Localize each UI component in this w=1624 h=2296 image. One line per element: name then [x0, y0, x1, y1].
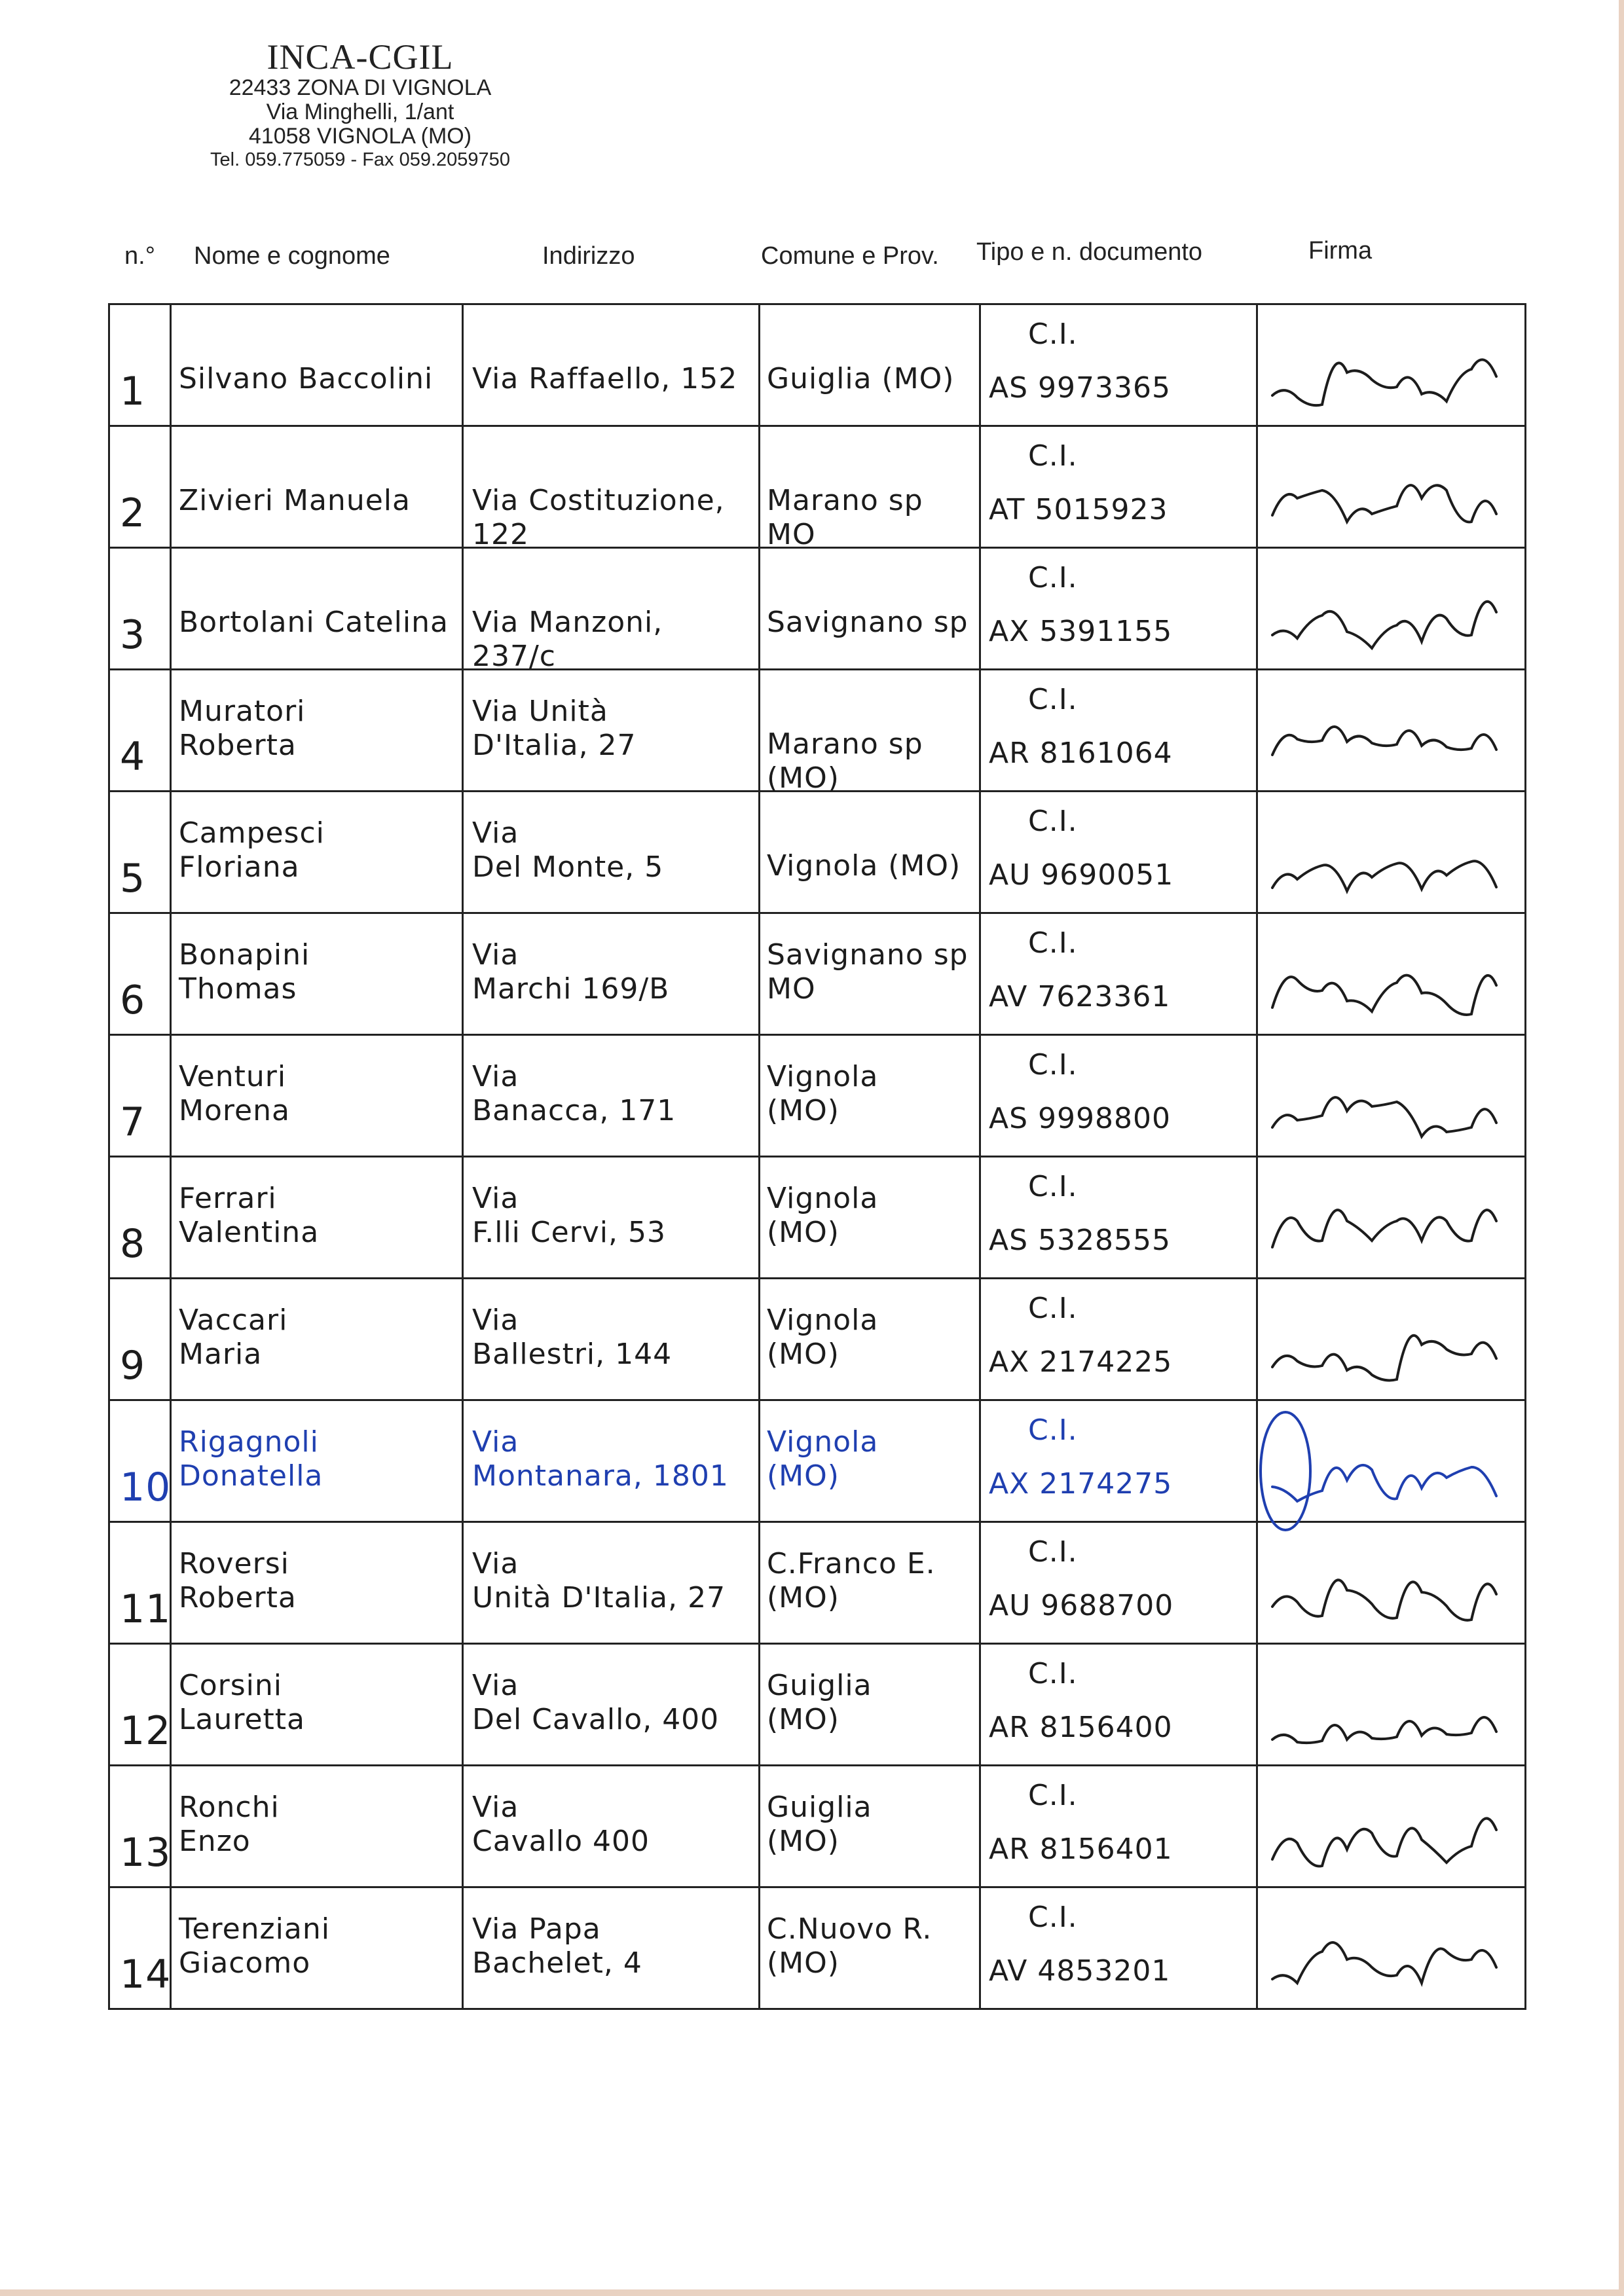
town-province: Vignola (MO) — [767, 1060, 879, 1127]
person-name: Rigagnoli Donatella — [179, 1425, 323, 1493]
row-number: 12 — [120, 1708, 172, 1754]
stamp-city: 41058 VIGNOLA (MO) — [248, 124, 472, 149]
handwritten-signature — [1259, 1682, 1521, 1760]
person-name: Roversi Roberta — [179, 1547, 297, 1614]
address: Via Unità D'Italia, 27 — [472, 1547, 726, 1614]
document-number: AX 2174275 — [989, 1467, 1173, 1501]
document-number: AU 9690051 — [989, 858, 1174, 892]
row-number: 6 — [120, 977, 146, 1023]
row-number: 3 — [120, 612, 146, 658]
table-row — [108, 425, 1526, 551]
handwritten-signature — [1259, 1317, 1521, 1395]
town-province: Vignola (MO) — [767, 849, 961, 883]
person-name: Zivieri Manuela — [179, 484, 411, 517]
person-name: Silvano Baccolini — [179, 362, 434, 395]
document-type: C.I. — [1028, 805, 1078, 838]
handwritten-signature — [1259, 1195, 1521, 1273]
document-type: C.I. — [1028, 1657, 1078, 1690]
table-row — [108, 303, 1526, 425]
document-number: AS 9973365 — [989, 371, 1171, 405]
document-type: C.I. — [1028, 1292, 1078, 1325]
row-number: 2 — [120, 490, 146, 536]
document-number: AX 5391155 — [989, 615, 1173, 648]
town-province: C.Nuovo R. (MO) — [767, 1912, 932, 1980]
handwritten-signature — [1259, 829, 1521, 908]
table-row — [108, 1156, 1526, 1277]
column-headers — [0, 237, 1624, 275]
person-name: Corsini Lauretta — [179, 1669, 306, 1736]
town-province: Savignano sp — [767, 606, 969, 639]
row-number: 8 — [120, 1221, 146, 1267]
document-number: AV 4853201 — [989, 1954, 1171, 1988]
row-number: 10 — [120, 1465, 172, 1510]
organization-stamp — [177, 38, 544, 171]
handwritten-signature — [1259, 951, 1521, 1030]
address: Via Banacca, 171 — [472, 1060, 676, 1127]
town-province: Vignola (MO) — [767, 1303, 879, 1371]
document-number: AS 5328555 — [989, 1224, 1171, 1257]
person-name: Ronchi Enzo — [179, 1791, 280, 1858]
document-type: C.I. — [1028, 1048, 1078, 1082]
town-province: Savignano sp MO — [767, 938, 969, 1006]
row-number: 11 — [120, 1586, 172, 1632]
person-name: Bortolani Catelina — [179, 606, 449, 639]
person-name: Muratori Roberta — [179, 695, 306, 762]
document-type: C.I. — [1028, 1170, 1078, 1203]
table-row — [108, 1034, 1526, 1156]
handwritten-signature — [1259, 1073, 1521, 1152]
person-name: Ferrari Valentina — [179, 1182, 320, 1249]
table-row — [108, 668, 1526, 795]
handwritten-signature — [1259, 1804, 1521, 1882]
table-row — [108, 1643, 1526, 1764]
address: Via Cavallo 400 — [472, 1791, 650, 1858]
town-province: Guiglia (MO) — [767, 362, 955, 395]
document-type: C.I. — [1028, 926, 1078, 960]
document-number: AT 5015923 — [989, 493, 1168, 526]
row-number: 1 — [120, 369, 146, 414]
header-name: Nome e cognome — [194, 242, 390, 270]
table-row — [108, 1277, 1526, 1399]
document-type: C.I. — [1028, 1901, 1078, 1934]
town-province: Marano sp MO — [767, 484, 923, 551]
table-row — [108, 1521, 1526, 1643]
stamp-contacts: Tel. 059.775059 - Fax 059.2059750 — [210, 149, 510, 170]
handwritten-signature — [1259, 1925, 1521, 2004]
table-row — [108, 790, 1526, 912]
row-number: 9 — [120, 1343, 146, 1389]
town-province: Guiglia (MO) — [767, 1669, 872, 1736]
header-town: Comune e Prov. — [761, 242, 939, 270]
address: Via Marchi 169/B — [472, 938, 670, 1006]
address: Via Costituzione, 122 — [472, 484, 725, 551]
address: Via Del Monte, 5 — [472, 816, 664, 884]
address: Via Papa Bachelet, 4 — [472, 1912, 642, 1980]
document-number: AX 2174225 — [989, 1345, 1173, 1379]
table-row — [108, 912, 1526, 1034]
header-address: Indirizzo — [542, 242, 635, 270]
table-row-divider — [108, 2008, 1526, 2010]
town-province: Vignola (MO) — [767, 1425, 879, 1493]
town-province: C.Franco E. (MO) — [767, 1547, 936, 1614]
page-edge — [0, 2289, 1624, 2296]
document-type: C.I. — [1028, 318, 1078, 351]
document-type: C.I. — [1028, 1779, 1078, 1812]
handwritten-signature — [1259, 342, 1521, 421]
table-row — [108, 547, 1526, 673]
address: Via F.lli Cervi, 53 — [472, 1182, 666, 1249]
handwritten-signature — [1259, 464, 1521, 543]
stamp-zone: 22433 ZONA DI VIGNOLA — [229, 75, 492, 100]
document-number: AU 9688700 — [989, 1589, 1174, 1622]
town-province: Vignola (MO) — [767, 1182, 879, 1249]
address: Via Unità D'Italia, 27 — [472, 695, 637, 762]
person-name: Terenziani Giacomo — [179, 1912, 330, 1980]
handwritten-signature — [1259, 586, 1521, 665]
handwritten-signature — [1259, 708, 1521, 786]
row-number: 14 — [120, 1952, 172, 1997]
address: Via Montanara, 1801 — [472, 1425, 729, 1493]
row-number: 13 — [120, 1830, 172, 1876]
document-number: AR 8161064 — [989, 737, 1173, 770]
document-type: C.I. — [1028, 1413, 1078, 1447]
row-number: 4 — [120, 734, 146, 780]
town-province: Guiglia (MO) — [767, 1791, 872, 1858]
document-type: C.I. — [1028, 1535, 1078, 1569]
stamp-org: INCA-CGIL — [267, 37, 454, 77]
table-row — [108, 1764, 1526, 1886]
row-number: 7 — [120, 1099, 146, 1145]
header-num: n.° — [124, 242, 155, 270]
page-edge — [1619, 0, 1624, 2296]
person-name: Venturi Morena — [179, 1060, 290, 1127]
header-signature: Firma — [1308, 237, 1373, 264]
document-number: AR 8156400 — [989, 1711, 1173, 1744]
header-doc: Tipo e n. documento — [976, 238, 1203, 266]
person-name: Bonapini Thomas — [179, 938, 310, 1006]
handwritten-signature — [1259, 1438, 1521, 1517]
document-type: C.I. — [1028, 561, 1078, 594]
table-row — [108, 1886, 1526, 2008]
address: Via Del Cavallo, 400 — [472, 1669, 720, 1736]
document-number: AR 8156401 — [989, 1832, 1173, 1866]
row-number: 5 — [120, 856, 146, 902]
handwritten-signature — [1259, 1560, 1521, 1639]
document-type: C.I. — [1028, 683, 1078, 716]
address: Via Manzoni, 237/c — [472, 606, 663, 673]
town-province: Marano sp (MO) — [767, 727, 923, 795]
document-number: AV 7623361 — [989, 980, 1171, 1013]
address: Via Ballestri, 144 — [472, 1303, 673, 1371]
person-name: Vaccari Maria — [179, 1303, 288, 1371]
document-number: AS 9998800 — [989, 1102, 1171, 1135]
address: Via Raffaello, 152 — [472, 362, 738, 395]
table-row — [108, 1399, 1526, 1521]
document-type: C.I. — [1028, 439, 1078, 473]
stamp-street: Via Minghelli, 1/ant — [266, 100, 454, 124]
person-name: Campesci Floriana — [179, 816, 325, 884]
